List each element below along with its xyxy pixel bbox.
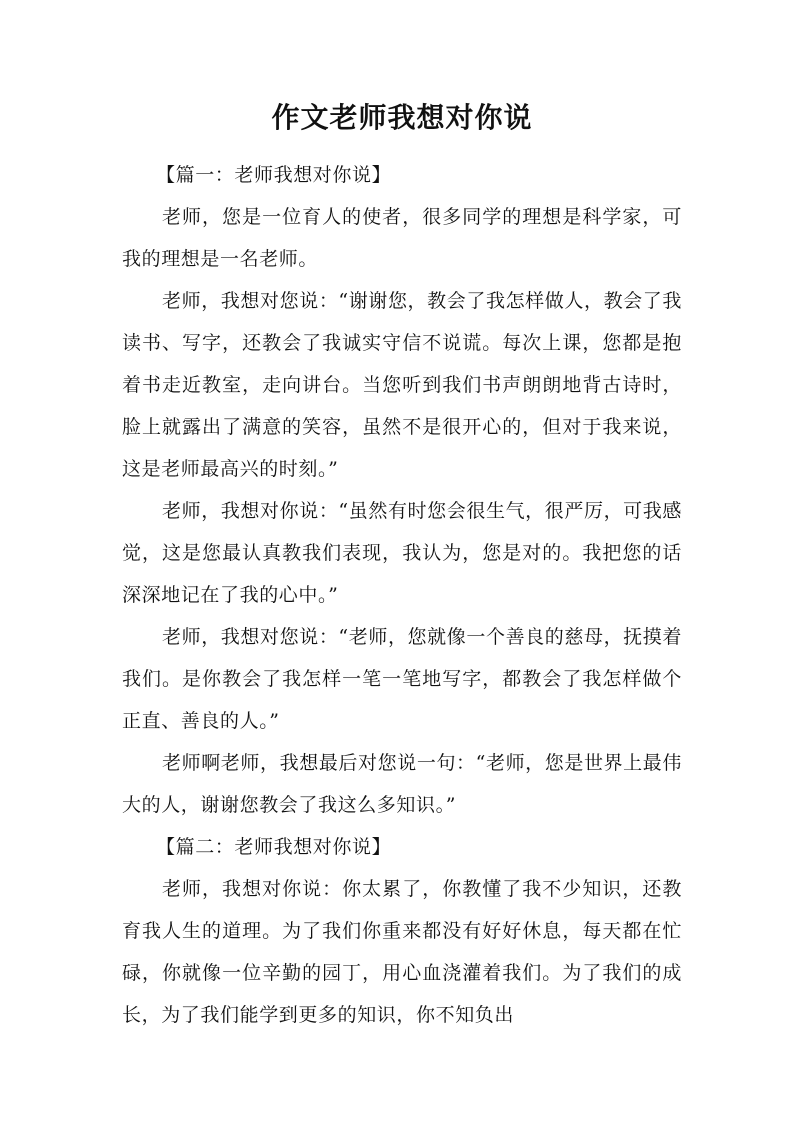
paragraph: 老师，我想对您说：“谢谢您，教会了我怎样做人，教会了我读书、写字，还教会了我诚实守信不说谎。每次上课，您都是抱着书走近教室，走向讲台。当您听到我们书声朗朗地背古诗时，脸上就露出了满意的笑容，虽然不是很开心的，但对于我来说，这是老师最高兴的时刻。” bbox=[122, 290, 682, 480]
paragraph: 老师，我想对你说：“虽然有时您会很生气，很严厉，可我感觉，这是您最认真教我们表现，我认为，您是对的。我把您的话深深地记在了我的心中。” bbox=[122, 500, 682, 606]
section-heading: 【篇二：老师我想对你说】 bbox=[156, 836, 392, 858]
document-page bbox=[122, 0, 682, 1131]
paragraph: 老师，我想对你说：你太累了，你教懂了我不少知识，还教育我人生的道理。为了我们你重来都没有好好休息，每天都在忙碌，你就像一位辛勤的园丁，用心血浇灌着我们。为了我们的成长，为了我们能学到更多的知识，你不知负出 bbox=[122, 878, 682, 1026]
paragraph: 老师，您是一位育人的使者，很多同学的理想是科学家，可我的理想是一名老师。 bbox=[122, 206, 682, 270]
paragraph: 老师啊老师，我想最后对您说一句：“老师，您是世界上最伟大的人，谢谢您教会了我这么多知识。” bbox=[122, 752, 682, 816]
paragraph: 老师，我想对您说：“老师，您就像一个善良的慈母，抚摸着我们。是你教会了我怎样一笔一笔地写字，都教会了我怎样做个正直、善良的人。” bbox=[122, 626, 682, 732]
document-body bbox=[122, 154, 682, 1036]
document-title: 作文老师我想对你说 bbox=[271, 101, 533, 134]
section-heading: 【篇一：老师我想对你说】 bbox=[156, 164, 392, 186]
